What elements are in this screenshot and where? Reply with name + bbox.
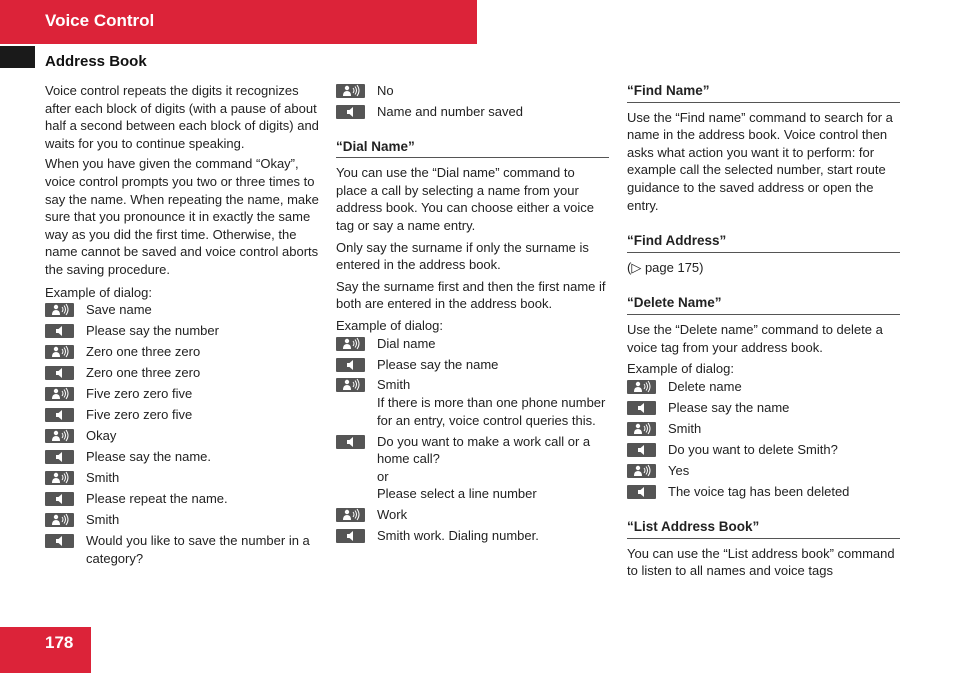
speaker-icon [45, 366, 74, 380]
dialog-text [377, 356, 609, 374]
dialog-text [377, 82, 609, 100]
speaker-icon [627, 443, 656, 457]
dialog-line: Yes [668, 462, 690, 478]
dialog-text [86, 364, 320, 382]
dialog-row [336, 506, 609, 524]
dialog-text [377, 335, 609, 353]
speaker-icon [336, 105, 365, 119]
dialog-line: Zero one three zero [86, 344, 201, 360]
speaking-user-icon [336, 508, 365, 522]
dialog-text [377, 506, 609, 524]
dialog-row [45, 490, 320, 508]
dialog-text [86, 322, 320, 340]
paragraph: Voice control repeats the digits it recognizes after each block of digits (with a pause of about half a second between each block of digits) and waits for you to continue speaking. [45, 83, 319, 151]
dialog-row [336, 356, 609, 374]
page-reference: (▷ page 175) [627, 259, 704, 275]
dialog-line: Name and number saved [377, 103, 523, 119]
paragraph: Only say the surname if only the surname is entered in the address book. [336, 239, 589, 273]
dialog-text [86, 490, 320, 508]
dialog-line: Zero one three zero [86, 365, 201, 381]
heading-find-name: “Find Name” [627, 82, 900, 103]
dialog-row [45, 364, 320, 382]
dialog-row [627, 378, 900, 396]
dialog-text [86, 343, 320, 361]
dialog-text [668, 420, 900, 438]
dialog-line: Okay [86, 428, 117, 444]
column-1 [45, 82, 320, 571]
heading-find-address: “Find Address” [627, 232, 900, 253]
dialog-line: Smith [668, 420, 702, 436]
dialog-line: Smith [86, 511, 120, 527]
dialog-list [45, 301, 320, 567]
dialog-line: No [377, 83, 394, 98]
dialog-text [86, 301, 320, 319]
column-2 [336, 82, 609, 548]
speaking-user-icon [45, 387, 74, 401]
dialog-text [668, 441, 900, 459]
dialog-note: If there is more than one phone number for an entry, voice control queries this. [377, 395, 606, 428]
dialog-text [86, 427, 320, 445]
dialog-list [336, 335, 609, 545]
dialog-row [45, 406, 320, 424]
dialog-text [86, 385, 320, 403]
dialog-row [45, 385, 320, 403]
dialog-line: Please say the name. [86, 449, 212, 465]
dialog-line: Smith work. Dialing number. [377, 528, 539, 544]
speaker-icon [336, 529, 365, 543]
heading-dial-name: “Dial Name” [336, 138, 609, 159]
dialog-row [627, 462, 900, 480]
speaking-user-icon [627, 380, 656, 394]
dialog-row [45, 469, 320, 487]
speaker-icon [45, 492, 74, 506]
speaker-icon [336, 358, 365, 372]
section-marker [0, 46, 35, 68]
example-label: Example of dialog: [627, 361, 734, 377]
dialog-line: Smith [86, 470, 120, 485]
dialog-row [627, 399, 900, 417]
column-3 [627, 82, 900, 583]
dialog-line: Do you want to delete Smith? [668, 441, 838, 457]
dialog-text [377, 433, 609, 503]
speaking-user-icon [336, 84, 365, 98]
dialog-text [668, 462, 900, 480]
dialog-row [336, 433, 609, 503]
speaker-icon [336, 435, 365, 449]
dialog-row [627, 483, 900, 501]
speaking-user-icon [336, 337, 365, 351]
dialog-row [336, 376, 609, 429]
dialog-row [45, 511, 320, 529]
dialog-row [45, 322, 320, 340]
dialog-line: The voice tag has been deleted [668, 483, 850, 499]
dialog-text [86, 406, 320, 424]
speaker-icon [45, 534, 74, 548]
dialog-text [668, 378, 900, 396]
dialog-line: Work [377, 507, 408, 523]
dialog-line: Dial name [377, 335, 436, 351]
paragraph: You can use the “Dial name” command to place a call by selecting a name from your address book. You can choose either a voice tag or say a name entry. [336, 165, 595, 233]
dialog-row [45, 427, 320, 445]
dialog-line: Five zero zero five [86, 386, 193, 402]
dialog-text [86, 448, 320, 466]
dialog-line: Please say the number [86, 323, 219, 339]
dialog-row [627, 441, 900, 459]
speaker-icon [45, 408, 74, 422]
dialog-line: Delete name [668, 378, 742, 394]
speaker-icon [45, 450, 74, 464]
dialog-line: Smith [377, 377, 411, 393]
speaking-user-icon [45, 513, 74, 527]
dialog-line: Please say the name [668, 399, 790, 415]
dialog-text [668, 399, 900, 417]
dialog-line: Would you like to save the number in a category? [86, 532, 310, 566]
example-label: Example of dialog: [45, 284, 152, 300]
dialog-text [86, 469, 320, 487]
speaking-user-icon [45, 303, 74, 317]
dialog-line: Please repeat the name. [86, 490, 228, 506]
dialog-note: Please select a line number [377, 486, 537, 502]
dialog-text [86, 532, 320, 567]
paragraph: Use the “Find name” command to search for a name in the address book. Voice control then asks what action you want it to perform: for example call the selected number, start route guidance to the saved address or open the entry. [627, 109, 893, 213]
speaker-icon [627, 485, 656, 499]
dialog-row [45, 448, 320, 466]
paragraph: Use the “Delete name” command to delete a voice tag from your address book. [627, 321, 883, 355]
dialog-or: or [377, 468, 389, 484]
speaker-icon [45, 324, 74, 338]
dialog-line: Please say the name [377, 356, 499, 372]
dialog-list [627, 378, 900, 501]
dialog-row [336, 82, 609, 100]
page-header-title: Voice Control [45, 11, 155, 30]
dialog-text [86, 511, 320, 529]
dialog-list [336, 82, 609, 121]
speaking-user-icon [45, 471, 74, 485]
dialog-row [627, 420, 900, 438]
dialog-line: Five zero zero five [86, 407, 193, 423]
example-label: Example of dialog: [336, 317, 443, 333]
dialog-row [336, 103, 609, 121]
dialog-text [668, 483, 900, 501]
dialog-text [377, 103, 609, 121]
speaking-user-icon [627, 422, 656, 436]
dialog-line: Do you want to make a work call or a home call? [377, 433, 591, 467]
section-title: Address Book [45, 53, 147, 70]
page-number: 178 [45, 633, 74, 652]
dialog-text [377, 527, 609, 545]
paragraph: When you have given the command “Okay”, voice control prompts you two or three times to say the name. When repeating the name, make sure that you pronounce it in exactly the same way as you did the first time. Otherwise, the name cannot be saved and voice control aborts the saving procedure. [45, 156, 319, 277]
speaking-user-icon [627, 464, 656, 478]
dialog-row [336, 527, 609, 545]
speaking-user-icon [45, 345, 74, 359]
speaking-user-icon [45, 429, 74, 443]
paragraph: You can use the “List address book” command to listen to all names and voice tags [627, 545, 895, 579]
dialog-row [336, 335, 609, 353]
heading-list-address-book: “List Address Book” [627, 518, 900, 539]
dialog-line: Save name [86, 302, 152, 318]
heading-delete-name: “Delete Name” [627, 294, 900, 315]
dialog-row [45, 532, 320, 567]
paragraph: Say the surname first and then the first name if both are entered in the address book. [336, 278, 606, 312]
dialog-row [45, 343, 320, 361]
dialog-text [377, 376, 609, 429]
speaking-user-icon [336, 378, 365, 392]
speaker-icon [627, 401, 656, 415]
dialog-row [45, 301, 320, 319]
